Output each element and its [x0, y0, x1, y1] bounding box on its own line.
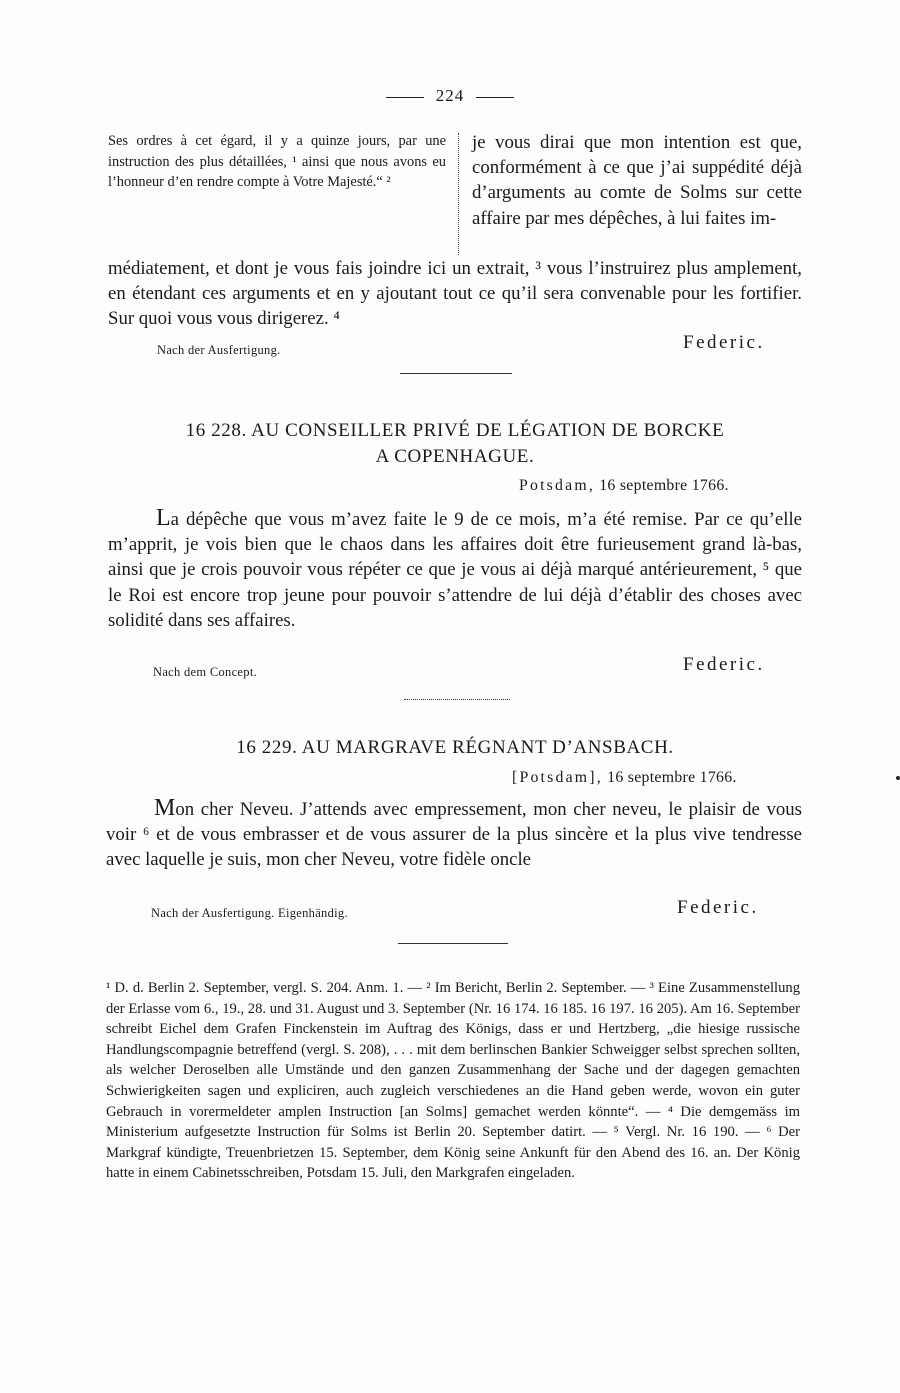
continuation-paragraph: médiatement, et dont je vous fais joindre ici un extrait, ³ vous l’instruirez plus amplement, en étendant ces arguments et en y ajoutant tout ce qu’il sera convenable pour les fortifier. Sur quoi vous vous dirigerez. ⁴: [108, 258, 802, 330]
letter1-date: 16 septembre 1766.: [599, 477, 729, 494]
section-rule-3: [398, 943, 508, 944]
letter1-initial: L: [156, 505, 171, 531]
letter2-place: [Potsdam],: [512, 769, 603, 786]
section-rule-1: [400, 373, 512, 374]
right-column-text: je vous dirai que mon intention est que, conformément à ce que j’ai suppédité déjà d’arguments au comte de Solms sur cette affaire par mes dépêches, à lui faites im-: [472, 132, 802, 229]
column-divider: [458, 133, 459, 255]
page-number: 224: [435, 86, 465, 105]
letter1-signature: Federic.: [683, 654, 765, 675]
letter2-date: 16 septembre 1766.: [607, 769, 737, 786]
letter1-heading: [108, 418, 802, 470]
header-rule-left: [386, 97, 424, 98]
letter2-heading: 16 229. AU MARGRAVE RÉGNANT D’ANSBACH.: [236, 737, 674, 758]
top-source-note: Nach der Ausfertigung.: [157, 343, 281, 357]
letter1-body: [108, 506, 802, 633]
section-rule-2: [404, 699, 510, 700]
letter2-source-note: Nach der Ausfertigung. Eigenhändig.: [151, 906, 348, 920]
letter1-place: Potsdam,: [519, 477, 595, 494]
letter2-signature: Federic.: [677, 897, 759, 918]
letter1-dateline: [519, 477, 729, 495]
page-header: [0, 86, 900, 106]
letter2-body-text: on cher Neveu. J’attends avec empressement, mon cher neveu, le plaisir de vous voir ⁶ et de vous embrasser et de vous assurer de la plus sincère et la plus vive tendresse avec laquelle je suis, mon cher Neveu, votre fidèle oncle: [106, 799, 802, 871]
margin-dot: [896, 776, 900, 780]
letter1-heading-line2: A COPENHAGUE.: [375, 446, 535, 467]
letter2-dateline: [512, 769, 737, 787]
letter2-initial: M: [154, 795, 176, 821]
letter1-body-text: a dépêche que vous m’avez faite le 9 de ce mois, m’a été remise. Par ce qu’elle m’apprit, je vois bien que le chaos dans les affaires doit être furieusement grand là-bas, ainsi que je crois pouvoir vous répéter ce que je vous ai déjà marqué antérieurement, ⁵ que le Roi est encore trop jeune pour pouvoir s’attendre de lui déjà d’établir des choses avec solidité dans ses affaires.: [108, 509, 802, 631]
letter1-source-note: Nach dem Concept.: [153, 665, 258, 679]
header-rule-right: [476, 97, 514, 98]
letter1-heading-line1: 16 228. AU CONSEILLER PRIVÉ DE LÉGATION DE BORCKE: [185, 420, 725, 441]
footnotes: ¹ D. d. Berlin 2. September, vergl. S. 204. Anm. 1. — ² Im Bericht, Berlin 2. September. — ³ Eine Zusammenstellung der Erlasse vom 6., 19., 28. und 31. August und 3. September (Nr. 16 174. 16 185. 16 197. 16 205). Am 16. September schreibt Eichel dem Grafen Finckenstein im Auftrag des Königs, dass er und Hertzberg, „die hiesige russische Handlungscompagnie betreffend (vergl. S. 208), . . . mit dem berlinschen Bankier Schweigger selbst sprechen sollten, als welcher Deroselben alle Umstände und den ganzen Zusammenhang der Sache und der dagegen gemachten Schwierigkeiten sagen und expliciren, auch zugleich verschiedenes an die Hand geben werde, wovon ein guter Gebrauch in vorermeldeter amplen Instruction [an Solms] gemachet werden könnte“. — ⁴ Die demgemäss im Ministerium aufgesetzte Instruction für Solms ist Berlin 20. September datirt. — ⁵ Vergl. Nr. 16 190. — ⁶ Der Markgraf kündigte, Treuenbrietzen 15. September, dem König seine Ankunft für den Abend des 16. an. Der König hatte in einem Cabinetsschreiben, Potsdam 15. Juli, den Markgrafen eingeladen.: [106, 980, 800, 1182]
top-signature: Federic.: [683, 332, 765, 353]
left-column-text: Ses ordres à cet égard, il y a quinze jours, par une instruction des plus détaillées, ¹ ainsi que nous avons eu l’honneur d’en rendre compte à Votre Majesté.“ ²: [108, 133, 446, 191]
letter2-body: [106, 796, 802, 873]
